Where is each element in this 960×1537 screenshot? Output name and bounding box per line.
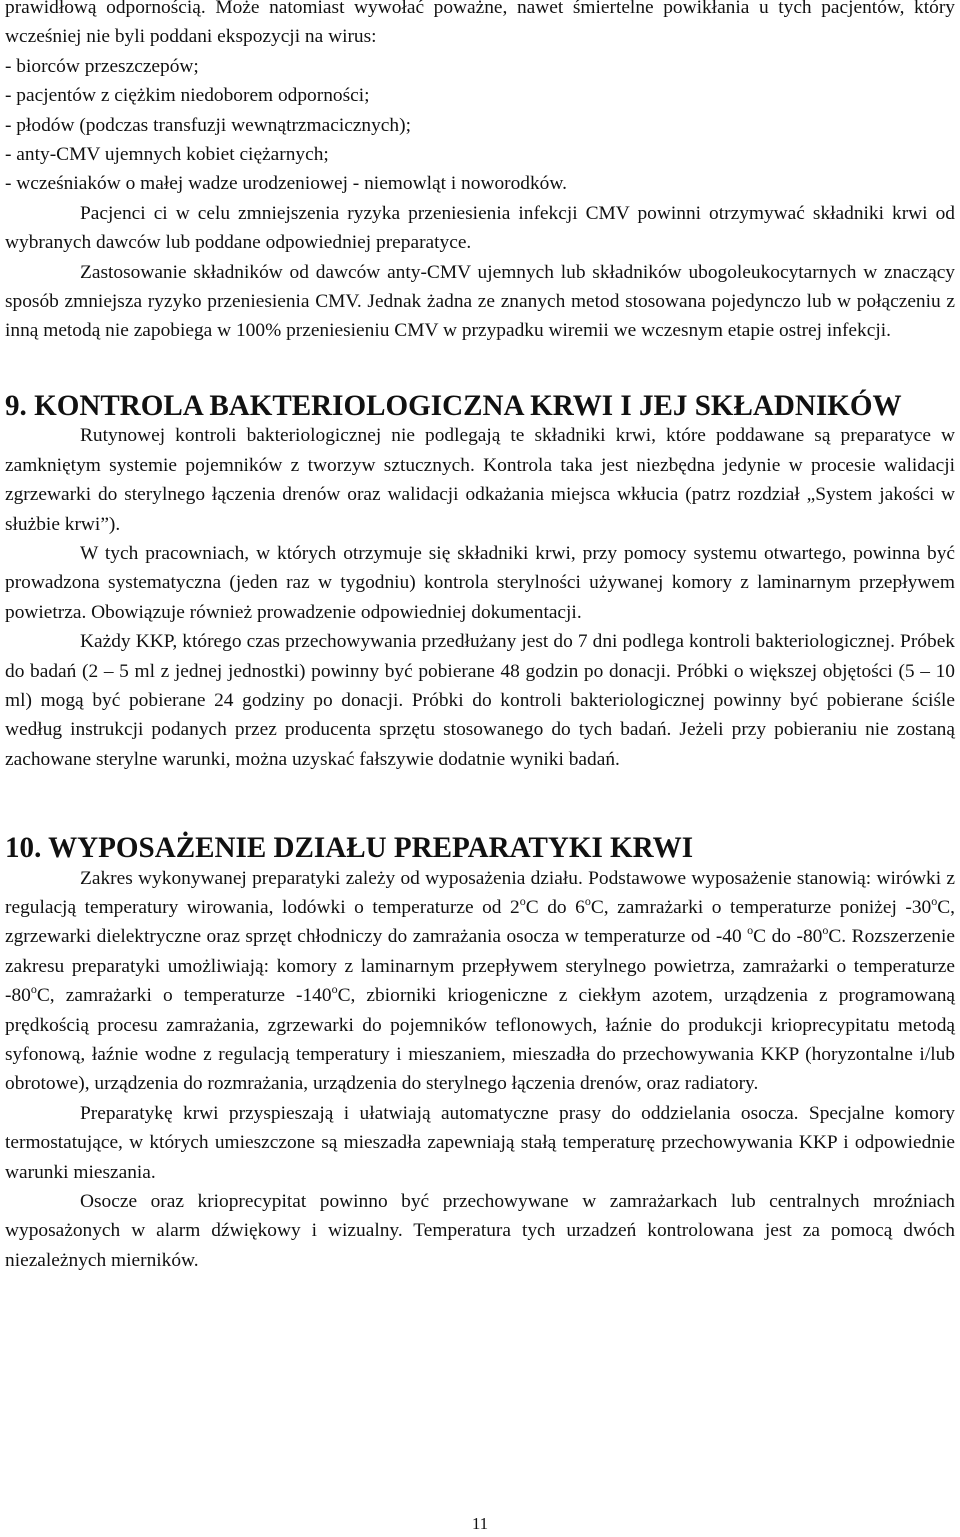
degree-mark: o bbox=[822, 923, 829, 938]
degree-mark: o bbox=[584, 893, 591, 908]
list-item: - pacjentów z ciężkim niedoborem odporności; bbox=[5, 85, 370, 107]
text-run: C. Rozszerzenie zakresu preparatyki umożliwiają: komory z laminarnym przepływem sterylnego powietrza, zamrażarki o temperaturze -80 bbox=[5, 926, 955, 1007]
list-item: - płodów (podczas transfuzji wewnątrzmacicznych); bbox=[5, 114, 411, 136]
list-item: - wcześniaków o małej wadze urodzeniowej - niemowląt i noworodków. bbox=[5, 173, 567, 195]
paragraph: W tych pracowniach, w których otrzymuje się składniki krwi, przy pomocy systemu otwartego, powinna być prowadzona systematyczna (jeden raz w tygodniu) kontrola sterylności używanej komory z laminarnym przepływem powietrza. Obowiązuje również prowadzenie odpowiedniej dokumentacji. bbox=[5, 542, 955, 623]
section-9 bbox=[5, 389, 955, 774]
paragraph: Zastosowanie składników od dawców anty-CMV ujemnych lub składników ubogoleukocytarnych w znaczący sposób zmniejsza ryzyko przeniesienia CMV. Jednak żadna ze znanych metod stosowana pojedynczo lub w połączeniu z inną metodą nie zapobiega w 100% przeniesieniu CMV w przypadku wiremii we wczesnym etapie ostrej infekcji. bbox=[5, 261, 955, 342]
paragraph: Każdy KKP, którego czas przechowywania przedłużany jest do 7 dni podlega kontroli bakteriologicznej. Próbek do badań (2 – 5 ml z jednej jednostki) powinny być pobierane 48 godzin po donacji. Próbki o większej objętości (5 – 10 ml) mogą być pobierane 24 godziny po donacji. Próbki do kontroli bakteriologicznej powinny być pobierane ściśle według instrukcji podanych przez producenta sprzętu stosowanego do tych badań. Jeżeli przy pobieraniu nie zostaną zachowane sterylne warunki, można uzyskać fałszywie dodatnie wyniki badań. bbox=[5, 631, 955, 770]
section-10 bbox=[5, 834, 955, 1275]
paragraph: Preparatykę krwi przyspieszają i ułatwiają automatyczne prasy do oddzielania osocza. Specjalne komory termostatujące, w których umieszczone są mieszadła zapewniają stałą temperaturę przechowywania KKP i odpowiednie warunki mieszania. bbox=[5, 1102, 955, 1183]
degree-mark: o bbox=[519, 893, 526, 908]
text-run: C do 6 bbox=[525, 896, 585, 918]
list-item: - biorców przeszczepów; bbox=[5, 55, 199, 77]
text-run: C, zgrzewarki dielektryczne oraz sprzęt chłodniczy do zamrażania osocza w temperaturze od -40 bbox=[5, 896, 956, 948]
paragraph: Pacjenci ci w celu zmniejszenia ryzyka przeniesienia infekcji CMV powinni otrzymywać składniki krwi od wybranych dawców lub poddane odpowiedniej preparatyce. bbox=[5, 202, 955, 254]
text-run: C, zamrażarki o temperaturze -140 bbox=[36, 985, 332, 1007]
page-number: 11 bbox=[471, 1514, 489, 1533]
text-run: C, zbiorniki kriogeniczne z ciekłym azotem, urządzenia z programowaną prędkością procesu zamrażania, zgrzewarki do pojemników teflonowych, łaźnie do produkcji krioprecypitatu metodą syfonową, łaźnie wodne z regulacją temperatury i mieszaniem, mieszadła do przechowywania KKP (horyzontalne i/lub obrotowe), urządzenia do rozmrażania, urządzenia do sterylnego łączenia drenów, oraz radiatory. bbox=[5, 985, 955, 1095]
document-page bbox=[5, 0, 955, 1275]
paragraph-equipment bbox=[5, 864, 955, 1099]
degree-mark: o bbox=[747, 923, 754, 938]
degree-mark: o bbox=[30, 982, 37, 997]
intro-paragraph: prawidłową odpornością. Może natomiast wywołać poważne, nawet śmiertelne powikłania u tych pacjentów, który wcześniej nie byli poddani ekspozycji na wirus: bbox=[5, 0, 955, 48]
text-run: Zakres wykonywanej preparatyki zależy od wyposażenia działu. Podstawowe wyposażenie stanowią: wirówki z regulacją temperatury wirowania, lodówki o temperaturze od 2 bbox=[5, 867, 955, 918]
degree-mark: o bbox=[331, 982, 338, 997]
section-heading: 9. KONTROLA BAKTERIOLOGICZNA KRWI I JEJ SKŁADNIKÓW bbox=[5, 389, 902, 422]
degree-mark: o bbox=[931, 893, 938, 908]
list-item: - anty-CMV ujemnych kobiet ciężarnych; bbox=[5, 144, 329, 166]
section-heading: 10. WYPOSAŻENIE DZIAŁU PREPARATYKI KRWI bbox=[5, 832, 694, 865]
spacer bbox=[5, 774, 955, 834]
text-run: C do -80 bbox=[753, 926, 823, 948]
paragraph: Osocze oraz krioprecypitat powinno być przechowywane w zamrażarkach lub centralnych mroźniach wyposażonych w alarm dźwiękowy i wizualny. Temperatura tych urzadzeń kontrolowana jest za pomocą dwóch niezależnych mierników. bbox=[5, 1191, 955, 1271]
spacer bbox=[5, 346, 955, 392]
paragraph: Rutynowej kontroli bakteriologicznej nie podlegają te składniki krwi, które poddawane są preparatyce w zamkniętym systemie pojemników z tworzyw sztucznych. Kontrola taka jest niezbędna jedynie w procesie walidacji zgrzewarki do sterylnego łączenia drenów oraz walidacji odkażania miejsca wkłucia (patrz rozdział „System jakości w służbie krwi”). bbox=[5, 425, 955, 535]
intro-block bbox=[5, 0, 955, 346]
text-run: C, zamrażarki o temperaturze poniżej -30 bbox=[590, 896, 932, 918]
